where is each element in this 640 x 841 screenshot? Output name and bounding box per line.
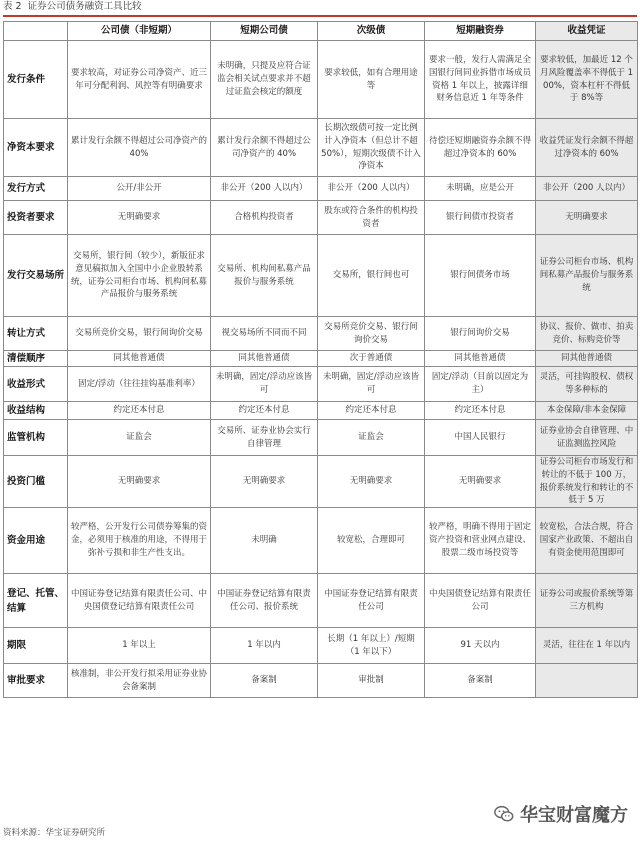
table-cell: 视交易场所不同而不同: [211, 317, 318, 351]
table-cell: 交易所竞价交易、银行间询价交易: [318, 317, 425, 351]
row-label: 资金用途: [4, 508, 68, 574]
header-row: [4, 22, 638, 41]
watermark: [489, 800, 632, 828]
table-cell: 待偿还短期融资券余额不得超过净资本的 60%: [425, 119, 536, 177]
table-cell: 非公开（200 人以内）: [536, 177, 638, 201]
table-cell: [536, 664, 638, 698]
table-cell: 备案制: [425, 664, 536, 698]
table-cell: 同其他普通债: [536, 351, 638, 367]
table-cell: 中国证券登记结算有限责任公司、中央国债登记结算有限责任公司: [68, 574, 211, 628]
table-cell: 无明确要求: [68, 456, 211, 508]
table-row: [4, 664, 638, 698]
row-label: 清偿顺序: [4, 351, 68, 367]
table-cell: 备案制: [211, 664, 318, 698]
table-cell: 交易所、机构间私募产品报价与服务系统: [211, 235, 318, 317]
table-cell: 中国证券登记结算有限责任公司: [318, 574, 425, 628]
table-cell: 核准制，非公开发行拟采用证券业协会备案制: [68, 664, 211, 698]
table-cell: 未明确，只提及应符合证监会相关试点要求并不超过证监会核定的额度: [211, 41, 318, 119]
wechat-icon: [493, 803, 515, 825]
table-cell: 91 天以内: [425, 628, 536, 664]
table-cell: 公开/非公开: [68, 177, 211, 201]
table-cell: 较宽松，合法合规，符合国家产业政策、不超出自有资金使用范围即可: [536, 508, 638, 574]
table-cell: 累计发行余额不得超过公司净资产的 40%: [211, 119, 318, 177]
table-row: [4, 367, 638, 402]
table-cell: 银行间询价交易: [425, 317, 536, 351]
table-cell: 固定/浮动（目前以固定为主）: [425, 367, 536, 402]
table-cell: 约定还本付息: [425, 402, 536, 420]
table-cell: 证券公司或报价系统等第三方机构: [536, 574, 638, 628]
table-cell: 本金保障/非本金保障: [536, 402, 638, 420]
table-cell: 证券业协会自律管理、中证监测监控风险: [536, 420, 638, 456]
table-cell: 协议、报价、做市、拍卖竞价、标购竞价等: [536, 317, 638, 351]
table-cell: 同其他普通债: [425, 351, 536, 367]
table-cell: 灵活，往往在 1 年以内: [536, 628, 638, 664]
table-cell: 同其他普通债: [211, 351, 318, 367]
table-row: [4, 119, 638, 177]
table-cell: 约定还本付息: [318, 402, 425, 420]
table-row: [4, 456, 638, 508]
table-cell: 累计发行余额不得超过公司净资产的 40%: [68, 119, 211, 177]
table-cell: 证监会: [318, 420, 425, 456]
table-cell: 较严格，公开发行公司债券筹集的资金，必须用于核准的用途，不得用于弥补亏损和非生产性支出。: [68, 508, 211, 574]
table-cell: 无明确要求: [536, 201, 638, 235]
table-cell: 次于普通债: [318, 351, 425, 367]
row-label: 发行方式: [4, 177, 68, 201]
table-cell: 较严格，明确不得用于固定资产投资和营业网点建设、股票二级市场投资等: [425, 508, 536, 574]
table-cell: 收益凭证发行余额不得超过净资本的 60%: [536, 119, 638, 177]
table-row: [4, 235, 638, 317]
table-cell: 长期次级债可按一定比例计入净资本（但总计不超 50%），短期次级债不计入净资本: [318, 119, 425, 177]
table-cell: 1 年以上: [68, 628, 211, 664]
comparison-table: [3, 21, 638, 698]
table-cell: 证券公司柜台市场、机构间私募产品报价与服务系统: [536, 235, 638, 317]
table-cell: 交易所、证券业协会实行自律管理: [211, 420, 318, 456]
header-corporate-bond: 公司债（非短期）: [68, 22, 211, 41]
table-row: [4, 317, 638, 351]
row-label: 发行条件: [4, 41, 68, 119]
watermark-text: 华宝财富魔方: [520, 805, 628, 826]
table-cell: 要求较低，如有合理用途等: [318, 41, 425, 119]
table-number: 表 2: [3, 1, 22, 12]
table-cell: 非公开（200 人以内）: [318, 177, 425, 201]
table-cell: 交易所竞价交易，银行间询价交易: [68, 317, 211, 351]
table-row: [4, 574, 638, 628]
table-row: [4, 508, 638, 574]
table-row: [4, 177, 638, 201]
row-label: 监管机构: [4, 420, 68, 456]
table-cell: 非公开（200 人以内）: [211, 177, 318, 201]
table-row: [4, 41, 638, 119]
table-cell: 未明确，固定/浮动应该皆可: [318, 367, 425, 402]
table-cell: 证监会: [68, 420, 211, 456]
table-cell: 未明确，固定/浮动应该皆可: [211, 367, 318, 402]
table-cell: 1 年以内: [211, 628, 318, 664]
table-cell: 无明确要求: [68, 201, 211, 235]
row-label: 收益结构: [4, 402, 68, 420]
table-cell: 较宽松，合理即可: [318, 508, 425, 574]
header-corner: [4, 22, 68, 41]
table-cell: 未明确: [211, 508, 318, 574]
table-caption: 证券公司债务融资工具比较: [27, 1, 142, 12]
table-row: [4, 201, 638, 235]
table-cell: 交易所，银行间（较少），新版征求意见稿拟加入全国中小企业股转系统，证券公司柜台市场、机构间私募产品报价与服务系统: [68, 235, 211, 317]
table-cell: 合格机构投资者: [211, 201, 318, 235]
table-row: [4, 628, 638, 664]
row-label: 投资门槛: [4, 456, 68, 508]
table-cell: 要求较低，加最近 12 个月风险覆盖率不得低于 100%，资本杠杆不得低于 8%等: [536, 41, 638, 119]
table-cell: 银行间债市投资者: [425, 201, 536, 235]
header-short-term-corporate-bond: 短期公司债: [211, 22, 318, 41]
header-subordinated-bond: 次级债: [318, 22, 425, 41]
header-short-term-financing-bill: 短期融资券: [425, 22, 536, 41]
row-label: 收益形式: [4, 367, 68, 402]
table-cell: 要求较高，对证券公司净资产、近三年可分配利润、风控等有明确要求: [68, 41, 211, 119]
table-cell: 无明确要求: [211, 456, 318, 508]
table-cell: 固定/浮动（往往挂钩基准利率）: [68, 367, 211, 402]
table-cell: 未明确，应是公开: [425, 177, 536, 201]
table-cell: 银行间债务市场: [425, 235, 536, 317]
table-cell: 中国人民银行: [425, 420, 536, 456]
table-cell: 中央国债登记结算有限责任公司: [425, 574, 536, 628]
table-cell: 灵活，可挂钩股权、债权等多种标的: [536, 367, 638, 402]
row-label: 投资者要求: [4, 201, 68, 235]
row-label: 期限: [4, 628, 68, 664]
table-cell: 无明确要求: [318, 456, 425, 508]
table-cell: 无明确要求: [425, 456, 536, 508]
table-cell: 长期（1 年以上）/短期（1 年以下）: [318, 628, 425, 664]
table-cell: 约定还本付息: [68, 402, 211, 420]
table-title: [3, 0, 637, 17]
row-label: 审批要求: [4, 664, 68, 698]
row-label: 登记、托管、结算: [4, 574, 68, 628]
table-row: [4, 420, 638, 456]
row-label: 净资本要求: [4, 119, 68, 177]
table-cell: 同其他普通债: [68, 351, 211, 367]
table-cell: 交易所，银行间也可: [318, 235, 425, 317]
table-cell: 证券公司柜台市场发行和转让的不低于 100 万，报价系统发行和转让的不低于 5 万: [536, 456, 638, 508]
table-cell: 要求一般，发行人需满足全国银行间同业拆借市场成员资格 1 年以上，披露详细财务信息近 1 年等条件: [425, 41, 536, 119]
row-label: 发行交易场所: [4, 235, 68, 317]
source-note: 资料来源：华宝证券研究所: [3, 828, 106, 838]
table-row: [4, 351, 638, 367]
table-cell: 股东或符合条件的机构投资者: [318, 201, 425, 235]
table-row: [4, 402, 638, 420]
table-cell: 约定还本付息: [211, 402, 318, 420]
row-label: 转让方式: [4, 317, 68, 351]
header-income-certificate: 收益凭证: [536, 22, 638, 41]
table-cell: 审批制: [318, 664, 425, 698]
table-cell: 中国证券登记结算有限责任公司、报价系统: [211, 574, 318, 628]
